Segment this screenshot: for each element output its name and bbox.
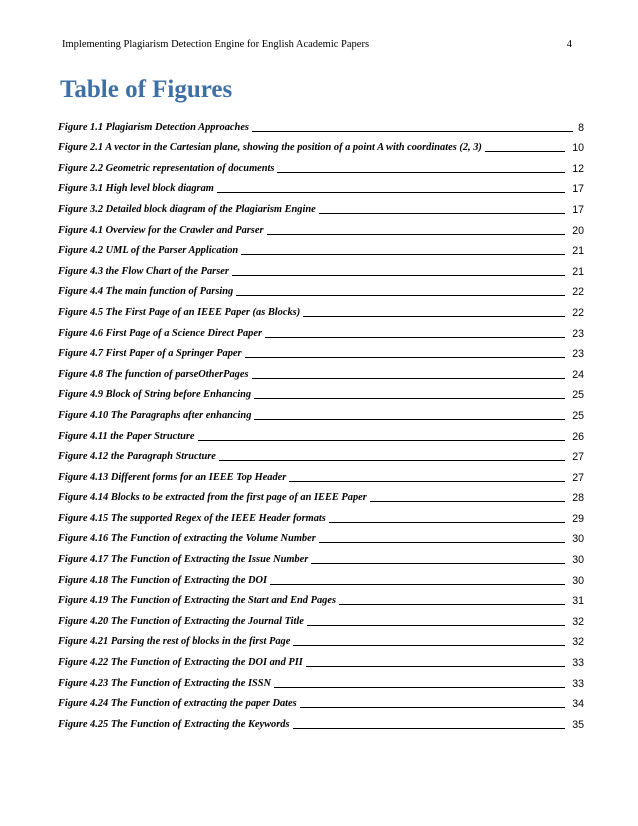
toc-leader-line (245, 357, 565, 358)
toc-entry-label: Figure 4.13 Different forms for an IEEE Top Header (58, 471, 287, 483)
toc-entry-page-number: 33 (572, 677, 584, 690)
toc-entry[interactable] (58, 154, 584, 175)
toc-entry[interactable] (58, 669, 584, 690)
toc-leader-line (307, 625, 565, 626)
toc-leader-line (319, 542, 565, 543)
toc-entry-page-number: 29 (572, 512, 584, 525)
toc-entry[interactable] (58, 298, 584, 319)
toc-entry-page-number: 10 (572, 142, 584, 155)
toc-entry-label: Figure 4.11 the Paper Structure (58, 430, 195, 442)
toc-entry-label: Figure 4.16 The Function of extracting the Volume Number (58, 533, 316, 545)
toc-leader-line (293, 645, 565, 646)
running-title: Implementing Plagiarism Detection Engine for English Academic Papers (62, 39, 370, 50)
toc-entry-label: Figure 3.1 High level block diagram (58, 183, 214, 195)
toc-entry[interactable] (58, 504, 584, 525)
toc-entry[interactable] (58, 628, 584, 649)
toc-entry-page-number: 8 (578, 121, 584, 134)
toc-entry-label: Figure 4.5 The First Page of an IEEE Paper (as Blocks) (58, 306, 301, 318)
toc-leader-line (311, 563, 565, 564)
toc-leader-line (217, 192, 565, 193)
toc-entry-page-number: 30 (572, 554, 584, 567)
toc-leader-line (267, 234, 565, 235)
toc-entry-page-number: 26 (572, 430, 584, 443)
toc-leader-line (265, 337, 565, 338)
toc-leader-line (254, 419, 565, 420)
toc-entry[interactable] (58, 566, 584, 587)
toc-entry-page-number: 35 (572, 718, 584, 731)
toc-entry-page-number: 30 (572, 533, 584, 546)
toc-entry-page-number: 22 (572, 306, 584, 319)
toc-entry-label: Figure 4.18 The Function of Extracting the DOI (58, 574, 267, 586)
toc-leader-line (232, 275, 565, 276)
toc-entry-label: Figure 4.22 The Function of Extracting the DOI and PII (58, 657, 303, 669)
toc-leader-line (289, 481, 565, 482)
toc-leader-line (252, 131, 573, 132)
toc-entry-page-number: 33 (572, 657, 584, 670)
toc-entry[interactable] (58, 134, 584, 155)
toc-entry[interactable] (58, 463, 584, 484)
toc-entry[interactable] (58, 175, 584, 196)
toc-entry-label: Figure 2.2 Geometric representation of documents (58, 162, 275, 174)
toc-leader-line (270, 584, 565, 585)
toc-entry[interactable] (58, 257, 584, 278)
toc-entry[interactable] (58, 319, 584, 340)
toc-entry[interactable] (58, 381, 584, 402)
toc-entry-label: Figure 4.23 The Function of Extracting the ISSN (58, 677, 272, 689)
toc-entry-page-number: 17 (572, 183, 584, 196)
toc-leader-line (485, 151, 565, 152)
toc-entry[interactable] (58, 216, 584, 237)
toc-entry-page-number: 31 (572, 595, 584, 608)
toc-entry[interactable] (58, 525, 584, 546)
toc-entry-page-number: 23 (572, 348, 584, 361)
toc-entry[interactable] (58, 340, 584, 361)
toc-entry-label: Figure 3.2 Detailed block diagram of the Plagiarism Engine (58, 203, 316, 215)
toc-entry-label: Figure 4.10 The Paragraphs after enhancing (58, 409, 252, 421)
toc-leader-line (236, 295, 565, 296)
toc-entry[interactable] (58, 401, 584, 422)
toc-entry-label: Figure 4.15 The supported Regex of the IEEE Header formats (58, 512, 326, 524)
toc-leader-line (329, 522, 565, 523)
toc-entry-label: Figure 4.17 The Function of Extracting the Issue Number (58, 554, 309, 566)
toc-entry-label: Figure 2.1 A vector in the Cartesian plane, showing the position of a point A with coordinates (2, 3) (58, 142, 482, 154)
toc-entry-page-number: 20 (572, 224, 584, 237)
toc-leader-line (277, 172, 565, 173)
toc-entry-label: Figure 4.12 the Paragraph Structure (58, 451, 216, 463)
toc-entry[interactable] (58, 690, 584, 711)
toc-entry[interactable] (58, 237, 584, 258)
toc-entry-page-number: 28 (572, 492, 584, 505)
toc-entry-page-number: 27 (572, 471, 584, 484)
table-of-figures-list (58, 113, 584, 731)
page-title: Table of Figures (60, 76, 233, 103)
toc-leader-line (293, 728, 565, 729)
toc-entry[interactable] (58, 422, 584, 443)
toc-entry-page-number: 27 (572, 451, 584, 464)
toc-entry-label: Figure 4.20 The Function of Extracting the Journal Title (58, 615, 304, 627)
toc-entry-label: Figure 4.2 UML of the Parser Application (58, 245, 239, 257)
toc-leader-line (303, 316, 565, 317)
toc-entry-label: Figure 4.21 Parsing the rest of blocks in the first Page (58, 636, 291, 648)
toc-entry[interactable] (58, 484, 584, 505)
toc-leader-line (319, 213, 565, 214)
toc-entry[interactable] (58, 278, 584, 299)
toc-entry[interactable] (58, 113, 584, 134)
toc-entry-label: Figure 4.1 Overview for the Crawler and Parser (58, 224, 264, 236)
toc-leader-line (339, 604, 565, 605)
toc-entry-page-number: 23 (572, 327, 584, 340)
toc-entry[interactable] (58, 607, 584, 628)
toc-entry-label: Figure 4.9 Block of String before Enhancing (58, 389, 252, 401)
toc-entry[interactable] (58, 710, 584, 731)
toc-entry[interactable] (58, 545, 584, 566)
toc-entry-label: Figure 4.19 The Function of Extracting the Start and End Pages (58, 595, 336, 607)
toc-entry-label: Figure 4.6 First Page of a Science Direct Paper (58, 327, 263, 339)
toc-entry-page-number: 21 (572, 245, 584, 258)
toc-leader-line (306, 666, 565, 667)
toc-entry-label: Figure 1.1 Plagiarism Detection Approaches (58, 121, 249, 133)
toc-entry-page-number: 32 (572, 615, 584, 628)
toc-leader-line (274, 687, 565, 688)
toc-entry[interactable] (58, 360, 584, 381)
toc-entry[interactable] (58, 195, 584, 216)
toc-leader-line (254, 398, 565, 399)
toc-entry-page-number: 25 (572, 409, 584, 422)
toc-leader-line (198, 440, 565, 441)
toc-entry-page-number: 17 (572, 203, 584, 216)
toc-entry-label: Figure 4.4 The main function of Parsing (58, 286, 234, 298)
toc-entry-label: Figure 4.25 The Function of Extracting the Keywords (58, 718, 290, 730)
toc-leader-line (219, 460, 565, 461)
toc-leader-line (241, 254, 565, 255)
toc-entry[interactable] (58, 648, 584, 669)
toc-entry-label: Figure 4.3 the Flow Chart of the Parser (58, 265, 229, 277)
toc-leader-line (252, 378, 565, 379)
toc-entry-page-number: 32 (572, 636, 584, 649)
toc-entry-label: Figure 4.24 The Function of extracting the paper Dates (58, 698, 297, 710)
page-header (62, 39, 572, 50)
toc-entry-page-number: 34 (572, 698, 584, 711)
toc-entry-page-number: 21 (572, 265, 584, 278)
toc-entry-label: Figure 4.8 The function of parseOtherPages (58, 368, 249, 380)
toc-entry-label: Figure 4.14 Blocks to be extracted from the first page of an IEEE Paper (58, 492, 367, 504)
toc-entry-page-number: 24 (572, 368, 584, 381)
toc-entry[interactable] (58, 443, 584, 464)
toc-entry-label: Figure 4.7 First Paper of a Springer Paper (58, 348, 242, 360)
toc-entry-page-number: 22 (572, 286, 584, 299)
toc-leader-line (370, 501, 565, 502)
page-number: 4 (566, 39, 572, 50)
toc-entry-page-number: 30 (572, 574, 584, 587)
toc-entry-page-number: 12 (572, 162, 584, 175)
toc-entry-page-number: 25 (572, 389, 584, 402)
toc-leader-line (300, 707, 565, 708)
toc-entry[interactable] (58, 587, 584, 608)
